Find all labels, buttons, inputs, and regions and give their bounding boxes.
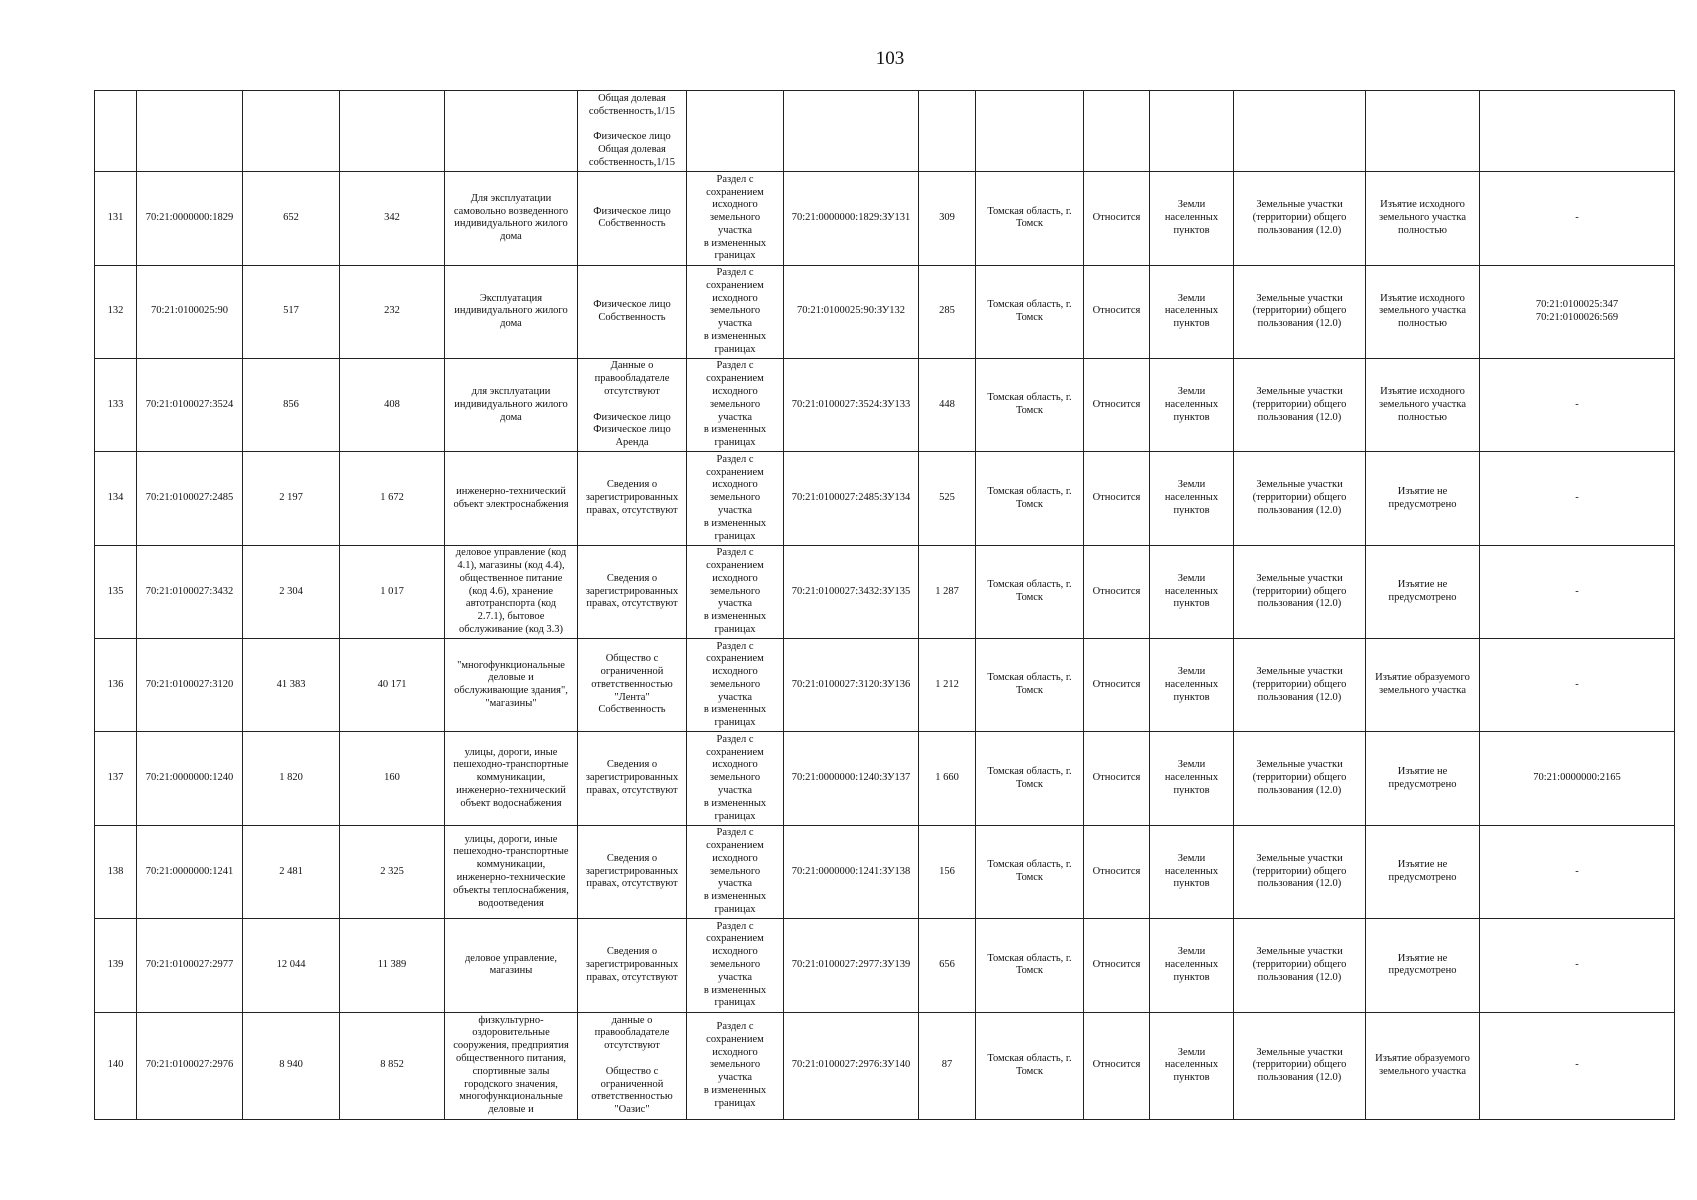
cell-land-category — [1150, 91, 1234, 172]
cell-new-designation: 70:21:0100027:3432:ЗУ135 — [784, 545, 919, 638]
table-row — [95, 545, 1675, 638]
cell-rightholders: Общая долевая собственность,1/15 Физическое лицо Общая долевая собственность,1/15 — [578, 91, 687, 172]
cell-relation — [1084, 91, 1150, 172]
cell-rightholders: Физическое лицо Собственность — [578, 265, 687, 358]
cell-new-area: 285 — [919, 265, 976, 358]
cell-number: 132 — [95, 265, 137, 358]
cell-area-total: 856 — [243, 359, 340, 452]
cell-rightholders: Данные о правообладателе отсутствуют Физическое лицо Физическое лицо Аренда — [578, 359, 687, 452]
cell-address — [976, 91, 1084, 172]
table-row — [95, 265, 1675, 358]
cell-relation: Относится — [1084, 732, 1150, 825]
cell-address: Томская область, г. Томск — [976, 732, 1084, 825]
cell-land-category: Земли населенных пунктов — [1150, 732, 1234, 825]
cell-area-total: 1 820 — [243, 732, 340, 825]
cell-note: - — [1480, 452, 1675, 545]
cell-new-permitted-use: Земельные участки (территории) общего пользования (12.0) — [1234, 732, 1366, 825]
cell-note: - — [1480, 919, 1675, 1012]
cell-cadastral-number: 70:21:0100027:2485 — [137, 452, 243, 545]
cell-relation: Относится — [1084, 1012, 1150, 1119]
cell-area-total: 652 — [243, 172, 340, 265]
cell-formation-method: Раздел с сохранением исходного земельного участка в измененных границах — [687, 732, 784, 825]
table-row — [95, 919, 1675, 1012]
cell-cadastral-number: 70:21:0100027:3432 — [137, 545, 243, 638]
cell-new-designation: 70:21:0100027:2976:ЗУ140 — [784, 1012, 919, 1119]
cell-land-category: Земли населенных пунктов — [1150, 1012, 1234, 1119]
cell-area-part — [340, 91, 445, 172]
cell-rightholders: Сведения о зарегистрированных правах, отсутствуют — [578, 452, 687, 545]
cell-cadastral-number: 70:21:0100027:3120 — [137, 639, 243, 732]
cell-seizure: Изъятие образуемого земельного участка — [1366, 1012, 1480, 1119]
cell-new-permitted-use: Земельные участки (территории) общего пользования (12.0) — [1234, 359, 1366, 452]
cell-new-designation: 70:21:0100027:3120:ЗУ136 — [784, 639, 919, 732]
cell-cadastral-number: 70:21:0000000:1240 — [137, 732, 243, 825]
cell-land-category: Земли населенных пунктов — [1150, 172, 1234, 265]
cell-area-part: 160 — [340, 732, 445, 825]
cell-land-category: Земли населенных пунктов — [1150, 359, 1234, 452]
cell-cadastral-number: 70:21:0100027:2976 — [137, 1012, 243, 1119]
cell-number: 135 — [95, 545, 137, 638]
cell-permitted-use: "многофункциональные деловые и обслуживающие здания", "магазины" — [445, 639, 578, 732]
cell-new-designation: 70:21:0100025:90:ЗУ132 — [784, 265, 919, 358]
cell-area-total: 12 044 — [243, 919, 340, 1012]
cell-note: 70:21:0100025:347 70:21:0100026:569 — [1480, 265, 1675, 358]
cell-new-designation: 70:21:0000000:1241:ЗУ138 — [784, 825, 919, 918]
cell-seizure: Изъятие исходного земельного участка полностью — [1366, 359, 1480, 452]
cell-formation-method — [687, 91, 784, 172]
cell-number: 133 — [95, 359, 137, 452]
cell-new-area: 448 — [919, 359, 976, 452]
table-row — [95, 452, 1675, 545]
page-number: 103 — [875, 48, 905, 69]
cell-area-part: 40 171 — [340, 639, 445, 732]
cell-land-category: Земли населенных пунктов — [1150, 825, 1234, 918]
cell-area-part: 232 — [340, 265, 445, 358]
cell-new-permitted-use: Земельные участки (территории) общего пользования (12.0) — [1234, 825, 1366, 918]
cell-relation: Относится — [1084, 265, 1150, 358]
cell-new-area: 1 287 — [919, 545, 976, 638]
table-body — [95, 91, 1675, 1120]
cell-number: 138 — [95, 825, 137, 918]
cell-seizure: Изъятие не предусмотрено — [1366, 732, 1480, 825]
cell-rightholders: Сведения о зарегистрированных правах, отсутствуют — [578, 919, 687, 1012]
cell-permitted-use: Для эксплуатации самовольно возведенного индивидуального жилого дома — [445, 172, 578, 265]
cell-area-part: 11 389 — [340, 919, 445, 1012]
cell-area-total — [243, 91, 340, 172]
cell-note: - — [1480, 359, 1675, 452]
cell-permitted-use: улицы, дороги, иные пешеходно-транспортные коммуникации, инженерно-технические объекты теплоснабжения, водоотведения — [445, 825, 578, 918]
cell-note: - — [1480, 1012, 1675, 1119]
cell-cadastral-number — [137, 91, 243, 172]
cell-new-permitted-use: Земельные участки (территории) общего пользования (12.0) — [1234, 545, 1366, 638]
cell-relation: Относится — [1084, 452, 1150, 545]
cell-new-permitted-use — [1234, 91, 1366, 172]
cell-number: 140 — [95, 1012, 137, 1119]
cell-area-total: 2 481 — [243, 825, 340, 918]
cell-area-part: 1 672 — [340, 452, 445, 545]
cell-area-total: 41 383 — [243, 639, 340, 732]
table-row — [95, 1012, 1675, 1119]
cell-seizure: Изъятие исходного земельного участка полностью — [1366, 172, 1480, 265]
table-row — [95, 359, 1675, 452]
cell-permitted-use: улицы, дороги, иные пешеходно-транспортные коммуникации, инженерно-технический объект водоснабжения — [445, 732, 578, 825]
cell-new-area: 656 — [919, 919, 976, 1012]
cell-address: Томская область, г. Томск — [976, 1012, 1084, 1119]
cell-number — [95, 91, 137, 172]
cell-address: Томская область, г. Томск — [976, 919, 1084, 1012]
cell-area-part: 2 325 — [340, 825, 445, 918]
cell-area-part: 1 017 — [340, 545, 445, 638]
cell-area-part: 8 852 — [340, 1012, 445, 1119]
cell-land-category: Земли населенных пунктов — [1150, 265, 1234, 358]
cell-note: - — [1480, 639, 1675, 732]
cell-note: - — [1480, 825, 1675, 918]
cell-number: 137 — [95, 732, 137, 825]
cell-note: 70:21:0000000:2165 — [1480, 732, 1675, 825]
cell-new-area: 309 — [919, 172, 976, 265]
cell-seizure — [1366, 91, 1480, 172]
cell-cadastral-number: 70:21:0000000:1241 — [137, 825, 243, 918]
cell-relation: Относится — [1084, 825, 1150, 918]
cell-address: Томская область, г. Томск — [976, 265, 1084, 358]
cell-formation-method: Раздел с сохранением исходного земельного участка в измененных границах — [687, 639, 784, 732]
cell-new-designation: 70:21:0100027:2485:ЗУ134 — [784, 452, 919, 545]
cell-address: Томская область, г. Томск — [976, 172, 1084, 265]
cell-rightholders: Сведения о зарегистрированных правах, отсутствуют — [578, 825, 687, 918]
cell-permitted-use — [445, 91, 578, 172]
cell-seizure: Изъятие не предусмотрено — [1366, 919, 1480, 1012]
cell-new-permitted-use: Земельные участки (территории) общего пользования (12.0) — [1234, 452, 1366, 545]
cell-new-designation — [784, 91, 919, 172]
cell-note — [1480, 91, 1675, 172]
land-plots-table — [94, 90, 1675, 1120]
cell-relation: Относится — [1084, 172, 1150, 265]
cell-new-designation: 70:21:0000000:1829:ЗУ131 — [784, 172, 919, 265]
cell-seizure: Изъятие не предусмотрено — [1366, 452, 1480, 545]
cell-formation-method: Раздел с сохранением исходного земельного участка в измененных границах — [687, 825, 784, 918]
cell-address: Томская область, г. Томск — [976, 452, 1084, 545]
cell-rightholders: Физическое лицо Собственность — [578, 172, 687, 265]
cell-seizure: Изъятие не предусмотрено — [1366, 545, 1480, 638]
cell-area-part: 408 — [340, 359, 445, 452]
cell-new-area: 156 — [919, 825, 976, 918]
cell-permitted-use: Эксплуатация индивидуального жилого дома — [445, 265, 578, 358]
cell-rightholders: Сведения о зарегистрированных правах, отсутствуют — [578, 545, 687, 638]
cell-new-permitted-use: Земельные участки (территории) общего пользования (12.0) — [1234, 172, 1366, 265]
cell-new-designation: 70:21:0100027:3524:ЗУ133 — [784, 359, 919, 452]
cell-new-area — [919, 91, 976, 172]
cell-number: 139 — [95, 919, 137, 1012]
cell-area-part: 342 — [340, 172, 445, 265]
cell-formation-method: Раздел с сохранением исходного земельного участка в измененных границах — [687, 359, 784, 452]
cell-seizure: Изъятие исходного земельного участка полностью — [1366, 265, 1480, 358]
cell-number: 131 — [95, 172, 137, 265]
cell-new-designation: 70:21:0100027:2977:ЗУ139 — [784, 919, 919, 1012]
cell-new-area: 525 — [919, 452, 976, 545]
cell-permitted-use: инженерно-технический объект электроснабжения — [445, 452, 578, 545]
cell-number: 136 — [95, 639, 137, 732]
cell-rightholders: данные о правообладателе отсутствуют Общество с ограниченной ответственностью "Оазис" — [578, 1012, 687, 1119]
cell-new-permitted-use: Земельные участки (территории) общего пользования (12.0) — [1234, 265, 1366, 358]
cell-relation: Относится — [1084, 545, 1150, 638]
cell-new-area: 1 660 — [919, 732, 976, 825]
table-row — [95, 732, 1675, 825]
cell-new-area: 87 — [919, 1012, 976, 1119]
cell-rightholders: Общество с ограниченной ответственностью "Лента" Собственность — [578, 639, 687, 732]
cell-address: Томская область, г. Томск — [976, 639, 1084, 732]
cell-cadastral-number: 70:21:0000000:1829 — [137, 172, 243, 265]
table-row — [95, 172, 1675, 265]
cell-relation: Относится — [1084, 919, 1150, 1012]
table-row — [95, 825, 1675, 918]
cell-area-total: 517 — [243, 265, 340, 358]
cell-permitted-use: деловое управление (код 4.1), магазины (код 4.4), общественное питание (код 4.6), хранение автотранспорта (код 2.7.1), бытовое обслуживание (код 3.3) — [445, 545, 578, 638]
cell-new-permitted-use: Земельные участки (территории) общего пользования (12.0) — [1234, 919, 1366, 1012]
cell-seizure: Изъятие образуемого земельного участка — [1366, 639, 1480, 732]
cell-formation-method: Раздел с сохранением исходного земельного участка в измененных границах — [687, 265, 784, 358]
cell-land-category: Земли населенных пунктов — [1150, 452, 1234, 545]
cell-cadastral-number: 70:21:0100027:2977 — [137, 919, 243, 1012]
cell-area-total: 8 940 — [243, 1012, 340, 1119]
cell-rightholders: Сведения о зарегистрированных правах, отсутствуют — [578, 732, 687, 825]
cell-relation: Относится — [1084, 639, 1150, 732]
cell-formation-method: Раздел с сохранением исходного земельного участка в измененных границах — [687, 1012, 784, 1119]
cell-formation-method: Раздел с сохранением исходного земельного участка в измененных границах — [687, 545, 784, 638]
cell-relation: Относится — [1084, 359, 1150, 452]
cell-permitted-use: для эксплуатации индивидуального жилого дома — [445, 359, 578, 452]
cell-number: 134 — [95, 452, 137, 545]
cell-note: - — [1480, 545, 1675, 638]
cell-land-category: Земли населенных пунктов — [1150, 639, 1234, 732]
cell-new-area: 1 212 — [919, 639, 976, 732]
cell-area-total: 2 304 — [243, 545, 340, 638]
cell-area-total: 2 197 — [243, 452, 340, 545]
cell-address: Томская область, г. Томск — [976, 825, 1084, 918]
cell-land-category: Земли населенных пунктов — [1150, 545, 1234, 638]
cell-seizure: Изъятие не предусмотрено — [1366, 825, 1480, 918]
cell-new-permitted-use: Земельные участки (территории) общего пользования (12.0) — [1234, 639, 1366, 732]
table-row-continuation — [95, 91, 1675, 172]
cell-cadastral-number: 70:21:0100025:90 — [137, 265, 243, 358]
cell-permitted-use: деловое управление, магазины — [445, 919, 578, 1012]
cell-formation-method: Раздел с сохранением исходного земельного участка в измененных границах — [687, 452, 784, 545]
cell-new-permitted-use: Земельные участки (территории) общего пользования (12.0) — [1234, 1012, 1366, 1119]
cell-formation-method: Раздел с сохранением исходного земельного участка в измененных границах — [687, 172, 784, 265]
cell-formation-method: Раздел с сохранением исходного земельного участка в измененных границах — [687, 919, 784, 1012]
cell-permitted-use: физкультурно- оздоровительные сооружения, предприятия общественного питания, спортивные залы городского значения, многофункциональные деловые и — [445, 1012, 578, 1119]
cell-land-category: Земли населенных пунктов — [1150, 919, 1234, 1012]
cell-address: Томская область, г. Томск — [976, 545, 1084, 638]
cell-note: - — [1480, 172, 1675, 265]
cell-cadastral-number: 70:21:0100027:3524 — [137, 359, 243, 452]
cell-new-designation: 70:21:0000000:1240:ЗУ137 — [784, 732, 919, 825]
cell-address: Томская область, г. Томск — [976, 359, 1084, 452]
table-row — [95, 639, 1675, 732]
